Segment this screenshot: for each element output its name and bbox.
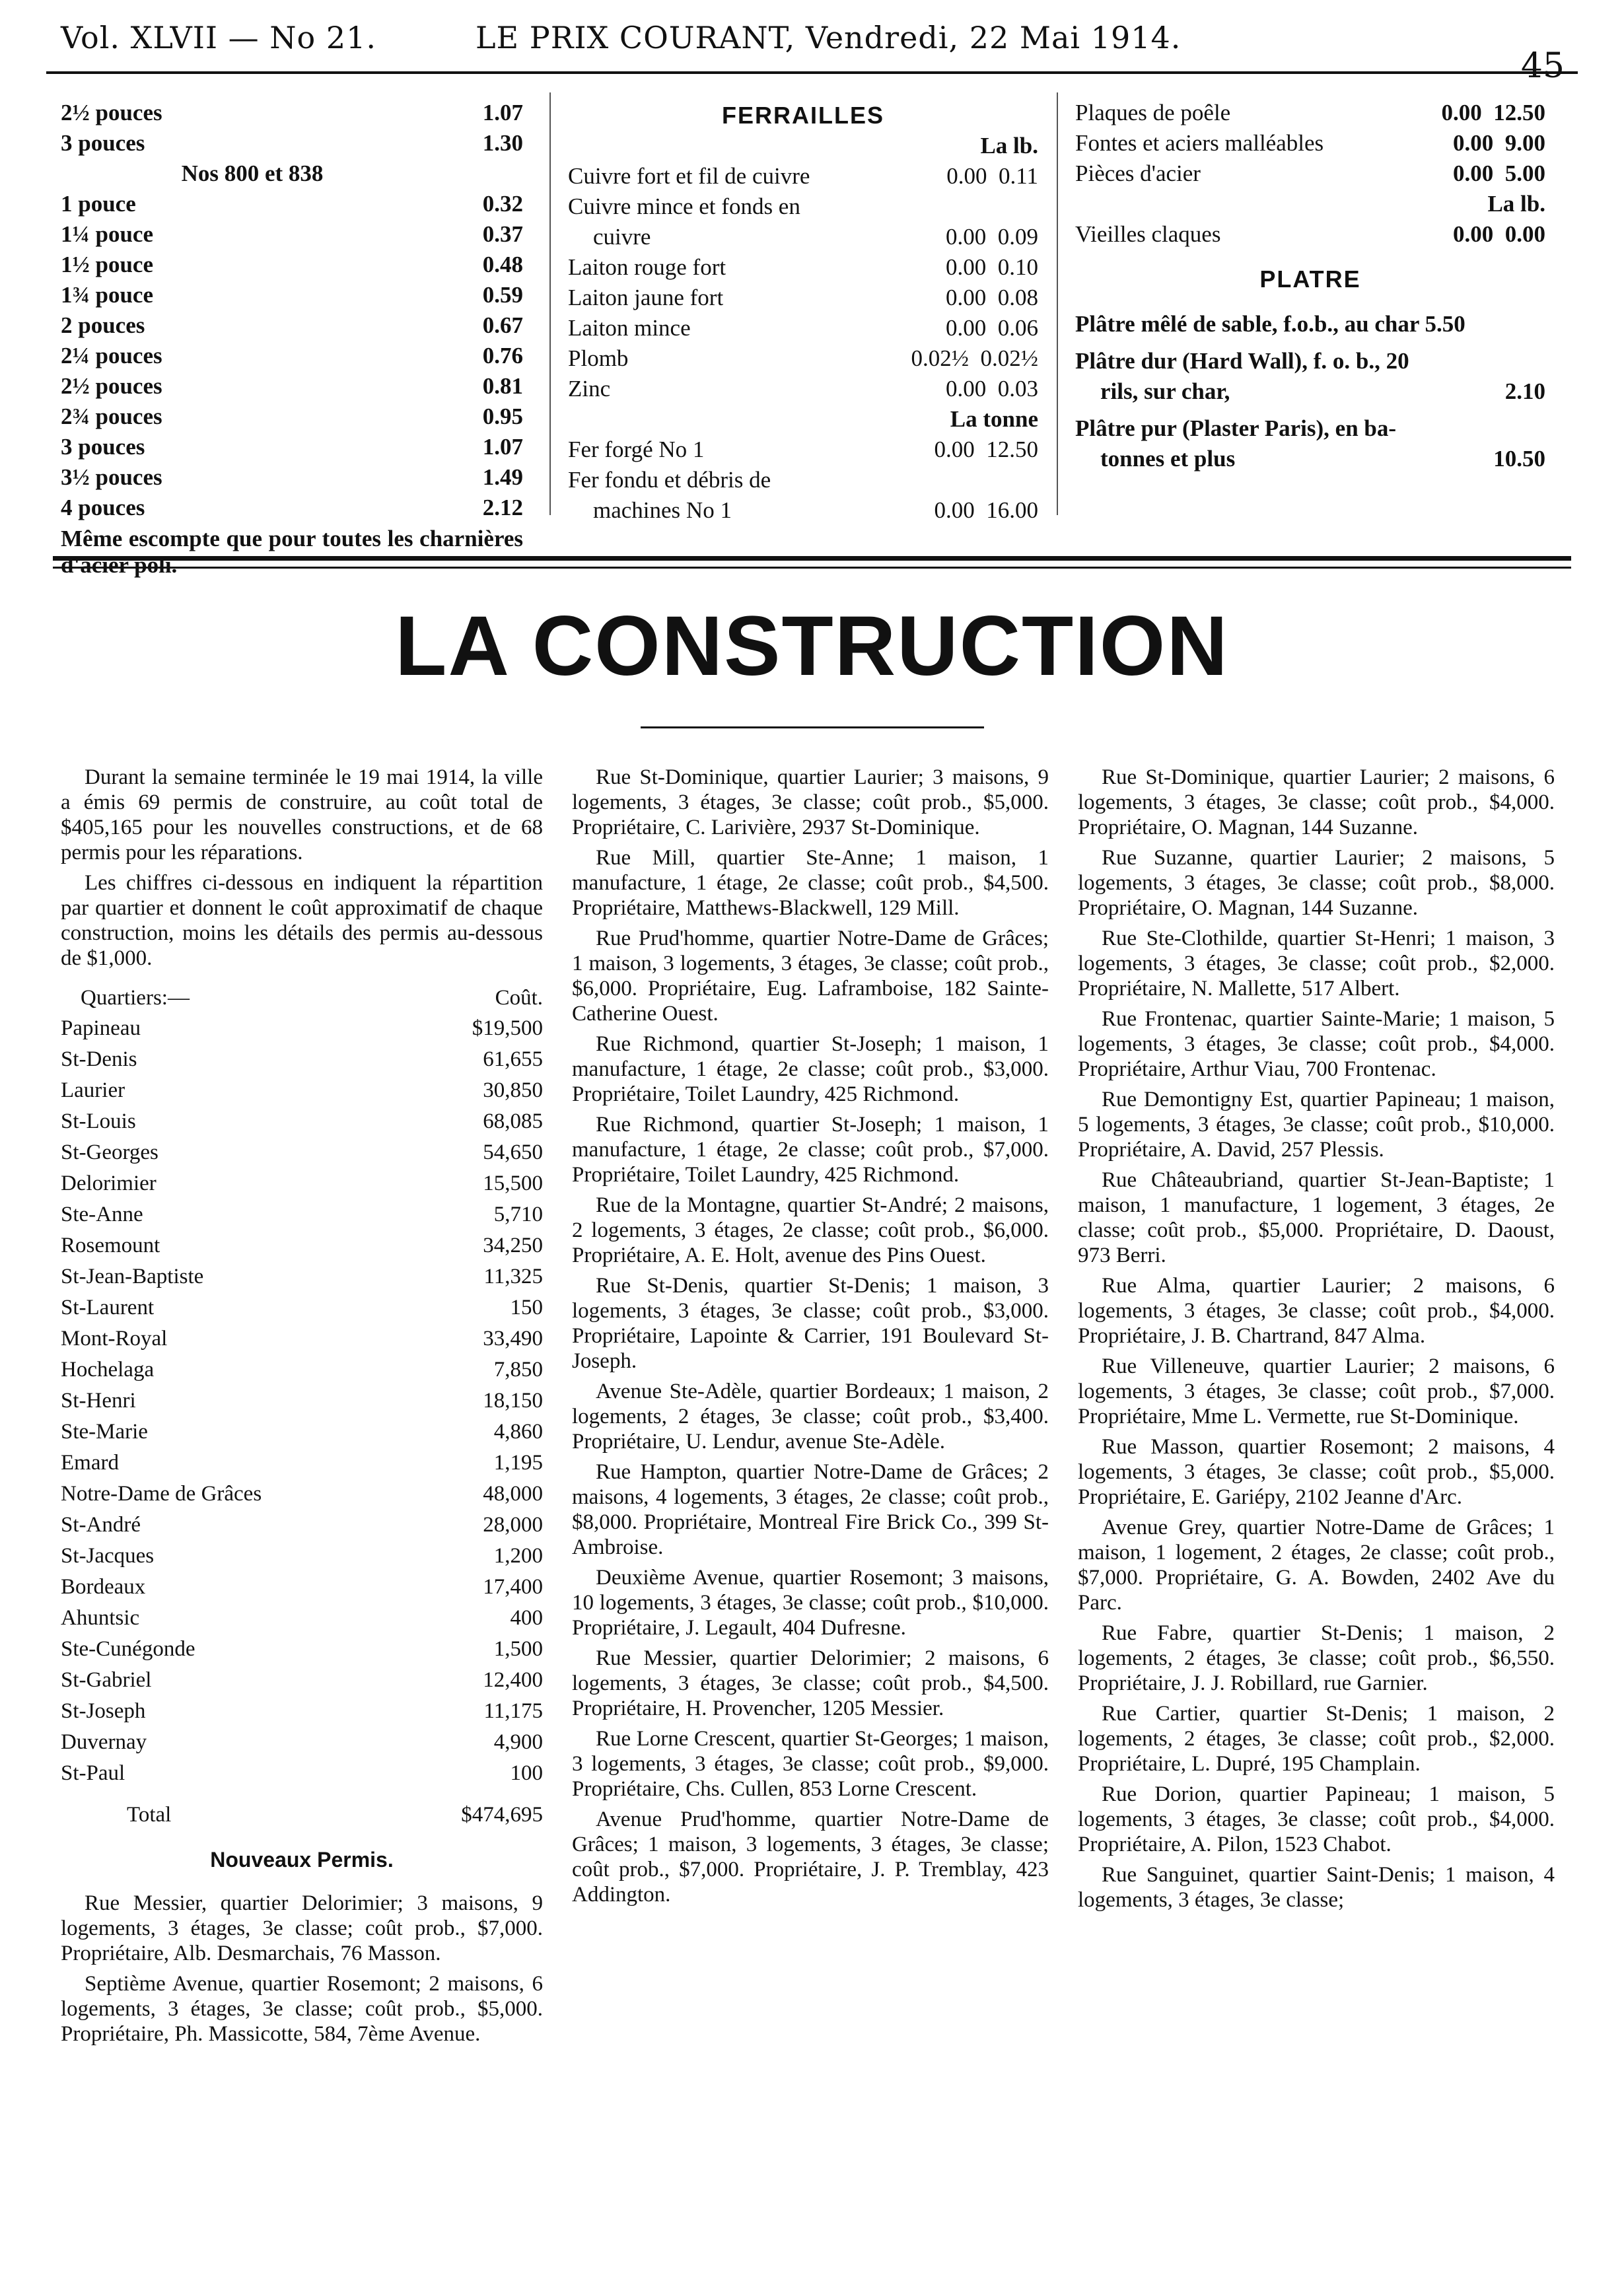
table-row — [61, 1541, 543, 1572]
permit-entry: Rue Suzanne, quartier Laurier; 2 maisons, 5 logements, 3 étages, 3e classe; coût prob., $8,000. Propriétaire, O. Magnan, 144 Suzanne. — [1078, 846, 1555, 920]
spacer — [1075, 295, 1545, 309]
price-label: 2½ pouces — [61, 100, 162, 125]
quartier-name: Hochelaga — [61, 1358, 155, 1382]
quartiers-list — [61, 1013, 543, 1789]
platre-column — [1075, 98, 1545, 474]
permit-entry: Rue Fabre, quartier St-Denis; 1 maison, 2 logements, 2 étages, 3e classe; coût prob., $6,550. Propriétaire, J. J. Robillard, rue Garnier. — [1078, 1621, 1555, 1695]
permit-entry: Rue Cartier, quartier St-Denis; 1 maison, 2 logements, 2 étages, 3e classe; coût prob., $2,000. Propriétaire, L. Dupré, 195 Champlain. — [1078, 1702, 1555, 1776]
ferrailles-column — [568, 98, 1038, 526]
quartier-cost: 1,200 — [493, 1544, 543, 1568]
table-row — [61, 1075, 543, 1106]
quartier-name: St-Gabriel — [61, 1668, 152, 1692]
price-label: 1½ pouce — [61, 252, 153, 277]
spacer — [1075, 250, 1545, 264]
hinges-rows-b — [61, 189, 523, 523]
quartier-name: St-Denis — [61, 1047, 137, 1071]
price-row — [61, 219, 523, 250]
price-max: 0.00 — [1504, 221, 1545, 247]
price-label: Fontes et aciers malléables — [1075, 130, 1324, 156]
table-row — [61, 1727, 543, 1758]
permit-entry: Rue Messier, quartier Delorimier; 3 maisons, 9 logements, 3 étages, 3e classe; coût prob., $7,000. Propriétaire, Alb. Desmarchais, 76 Masson. — [61, 1891, 543, 1965]
permit-entry: Avenue Grey, quartier Notre-Dame de Grâces; 1 maison, 1 logement, 2 étages, 2e classe; coût prob., $7,000. Propriétaire, G. A. Bowden, 2402 Ave du Parc. — [1078, 1516, 1555, 1615]
table-row — [61, 1199, 543, 1230]
permit-entry: Rue Hampton, quartier Notre-Dame de Grâces; 2 maisons, 4 logements, 3 étages, 2e classe; coût prob., $8,000. Propriétaire, Montreal Fire Brick Co., 399 St-Ambroise. — [572, 1460, 1049, 1559]
price-value: 0.81 — [482, 373, 523, 399]
quartier-cost: 18,150 — [483, 1389, 543, 1413]
price-max: 0.08 — [997, 285, 1038, 310]
price-row — [568, 252, 1038, 283]
price-row — [61, 402, 523, 432]
price-label: Vieilles claques — [1075, 221, 1221, 247]
price-max: 0.10 — [997, 254, 1038, 280]
price-value: 1.49 — [482, 464, 523, 490]
price-label: 1¼ pouce — [61, 221, 153, 247]
table-row — [61, 1137, 543, 1168]
cout-label: Coût. — [495, 986, 543, 1010]
quartier-cost: 4,860 — [493, 1420, 543, 1444]
permit-entry: Rue Châteaubriand, quartier St-Jean-Baptiste; 1 maison, 1 manufacture, 1 logement, 3 étages, 2e classe; coût prob., $5,000. Propriétaire, D. Daoust, 973 Berri. — [1078, 1168, 1555, 1267]
price-row — [1075, 98, 1545, 128]
price-row — [61, 493, 523, 523]
table-row — [61, 1013, 543, 1044]
permit-entry: Rue Frontenac, quartier Sainte-Marie; 1 maison, 5 logements, 3 étages, 3e classe; coût prob., $4,000. Propriétaire, Arthur Viau, 700 Frontenac. — [1078, 1007, 1555, 1081]
price-min: 0.02½ — [911, 345, 969, 371]
quartier-name: Ste-Anne — [61, 1203, 143, 1226]
nouveaux-permis-title: Nouveaux Permis. — [210, 1848, 394, 1872]
price-row — [568, 222, 1038, 252]
permit-entry: Rue Demontigny Est, quartier Papineau; 1 maison, 5 logements, 3 étages, 3e classe; coût prob., $10,000. Propriétaire, A. David, 257 Plessis. — [1078, 1088, 1555, 1162]
price-value: 0.76 — [482, 343, 523, 368]
price-value: 0.32 — [482, 191, 523, 217]
quartier-name: Ste-Marie — [61, 1420, 148, 1444]
table-row — [61, 1323, 543, 1354]
price-min: 0.00 — [946, 163, 987, 189]
price-value: 1.07 — [482, 434, 523, 460]
unit-label: La tonne — [950, 406, 1038, 432]
quartier-cost: 5,710 — [493, 1203, 543, 1226]
price-min: 0.00 — [946, 254, 987, 280]
table-row — [61, 1634, 543, 1665]
quartier-cost: 17,400 — [483, 1575, 543, 1599]
permit-entry: Rue Mill, quartier Ste-Anne; 1 maison, 1 manufacture, 1 étage, 2e classe; coût prob., $4,500. Propriétaire, Matthews-Blackwell, 129 Mill. — [572, 846, 1049, 920]
table-row — [61, 1448, 543, 1479]
quartier-name: Delorimier — [61, 1172, 157, 1195]
quartier-cost: 150 — [510, 1296, 543, 1319]
permit-entry: Rue Richmond, quartier St-Joseph; 1 maison, 1 manufacture, 1 étage, 2e classe; coût prob., $7,000. Propriétaire, Toilet Laundry, 425 Richmond. — [572, 1113, 1049, 1187]
price-row — [61, 280, 523, 310]
price-label: Plaques de poêle — [1075, 100, 1231, 125]
price-row — [568, 374, 1038, 404]
price-min: 0.00 — [1441, 100, 1482, 125]
quartier-cost: 30,850 — [483, 1078, 543, 1102]
publication-title: LE PRIX COURANT, Vendredi, 22 Mai 1914. — [476, 20, 1182, 55]
price-min: 0.00 — [946, 315, 987, 341]
price-label: 2¾ pouces — [61, 404, 162, 429]
quartiers-header — [61, 985, 543, 1010]
table-row — [61, 1292, 543, 1323]
quartier-cost: 11,175 — [483, 1699, 543, 1723]
platre-line: Plâtre pur (Plaster Paris), en ba- — [1075, 415, 1397, 441]
price-value: 1.07 — [482, 100, 523, 125]
table-row — [61, 1572, 543, 1603]
price-row — [61, 432, 523, 462]
permit-entry: Septième Avenue, quartier Rosemont; 2 maisons, 6 logements, 3 étages, 3e classe; coût prob., $5,000. Propriétaire, Ph. Massicotte, 584, 7ème Avenue. — [61, 1972, 543, 2046]
price-row — [61, 341, 523, 371]
price-max: 0.11 — [999, 163, 1038, 189]
title-rule — [641, 726, 984, 728]
permit-entry: Rue Villeneuve, quartier Laurier; 2 maisons, 6 logements, 3 étages, 3e classe; coût prob., $7,000. Propriétaire, Mme L. Vermette, rue St-Dominique. — [1078, 1354, 1555, 1428]
price-max: 0.03 — [997, 376, 1038, 402]
column-divider — [1057, 92, 1058, 515]
price-row — [568, 435, 1038, 465]
page-number: 45 — [1520, 46, 1565, 86]
quartier-cost: 4,900 — [493, 1730, 543, 1754]
price-row — [61, 189, 523, 219]
price-row — [1075, 158, 1545, 189]
price-label: 2¼ pouces — [61, 343, 162, 368]
table-row — [61, 1758, 543, 1789]
price-value: 0.37 — [482, 221, 523, 247]
permit-entry: Rue Richmond, quartier St-Joseph; 1 maison, 1 manufacture, 1 étage, 2e classe; coût prob., $3,000. Propriétaire, Toilet Laundry, 425 Richmond. — [572, 1032, 1049, 1106]
price-row — [1075, 376, 1545, 407]
ferrailles-title: FERRAILLES — [721, 102, 884, 129]
price-row — [568, 495, 1038, 526]
price-value: 2.12 — [482, 495, 523, 520]
price-label: Laiton mince — [568, 315, 691, 341]
intro-paragraph: Les chiffres ci-dessous en indiquent la répartition par quartier et donnent le coût approximatif de chaque construction, moins les détails des permis au-dessous de $1,000. — [61, 871, 543, 970]
hinges-price-column — [61, 98, 523, 579]
price-row — [568, 161, 1038, 192]
table-row — [61, 1230, 543, 1261]
quartier-name: Bordeaux — [61, 1575, 146, 1599]
permit-entry: Rue de la Montagne, quartier St-André; 2 maisons, 2 logements, 3 étages, 2e classe; coût prob., $6,000. Propriétaire, A. E. Holt, avenue des Pins Ouest. — [572, 1193, 1049, 1267]
price-max: 0.06 — [997, 315, 1038, 341]
quartier-name: Duvernay — [61, 1730, 147, 1754]
price-value: 1.30 — [482, 130, 523, 156]
table-row — [61, 1417, 543, 1448]
price-row — [568, 343, 1038, 374]
section-rule — [53, 556, 1571, 561]
quartier-name: Papineau — [61, 1016, 141, 1040]
price-max: 12.50 — [986, 437, 1038, 462]
quartier-name: St-Laurent — [61, 1296, 155, 1319]
price-max: 0.09 — [997, 224, 1038, 250]
price-row — [61, 462, 523, 493]
price-min: 0.00 — [1453, 130, 1494, 156]
price-label: Fer forgé No 1 — [568, 437, 705, 462]
quartier-cost: 48,000 — [483, 1482, 543, 1506]
price-label: Plomb — [568, 345, 629, 371]
table-row — [61, 1696, 543, 1727]
table-row — [61, 1386, 543, 1417]
price-value: 0.59 — [482, 282, 523, 308]
permit-entry: Avenue Prud'homme, quartier Notre-Dame de Grâces; 1 maison, 3 logements, 3 étages, 3e classe; coût prob., $7,000. Propriétaire, J. P. Tremblay, 423 Addington. — [572, 1807, 1049, 1907]
price-row — [61, 98, 523, 128]
quartier-cost: 7,850 — [493, 1358, 543, 1382]
price-min: 0.00 — [946, 285, 987, 310]
permit-entry: Rue Sanguinet, quartier Saint-Denis; 1 maison, 4 logements, 3 étages, 3e classe; — [1078, 1863, 1555, 1912]
table-row — [61, 1479, 543, 1510]
article-column-2 — [572, 765, 1049, 1913]
unit-label: La lb. — [1487, 191, 1545, 217]
quartier-name: Emard — [61, 1451, 119, 1475]
platre-line: Plâtre mêlé de sable, f.o.b., au char 5.50 — [1075, 311, 1465, 337]
table-row — [61, 1665, 543, 1696]
platre-line-cont: rils, sur char, — [1100, 378, 1230, 404]
table-row — [61, 1354, 543, 1386]
section-rule — [53, 567, 1571, 569]
intro-paragraph: Durant la semaine terminée le 19 mai 1914, la ville a émis 69 permis de construire, au coût total de $405,165 pour les nouvelles constructions, et de 68 permis pour les réparations. — [61, 765, 543, 864]
price-max: 16.00 — [986, 497, 1038, 523]
price-label: 2½ pouces — [61, 373, 162, 399]
platre-title: PLATRE — [1259, 265, 1361, 293]
price-max: 9.00 — [1504, 130, 1545, 156]
quartier-name: Notre-Dame de Grâces — [61, 1482, 262, 1506]
price-label-cont: machines No 1 — [593, 497, 732, 523]
table-row — [61, 1168, 543, 1199]
table-row — [61, 1603, 543, 1634]
quartier-name: St-André — [61, 1513, 141, 1537]
quartier-name: St-Georges — [61, 1140, 159, 1164]
quartier-name: St-Paul — [61, 1761, 125, 1785]
price-value: 10.50 — [1493, 446, 1545, 472]
platre-line-cont: tonnes et plus — [1100, 446, 1236, 472]
price-row — [61, 250, 523, 280]
price-value: 0.95 — [482, 404, 523, 429]
price-label: 3 pouces — [61, 434, 145, 460]
price-max: 0.02½ — [980, 345, 1038, 371]
article-column-3 — [1078, 765, 1555, 1918]
total-row — [61, 1802, 543, 1827]
permit-entry: Rue Masson, quartier Rosemont; 2 maisons, 4 logements, 3 étages, 3e classe; coût prob., $5,000. Propriétaire, E. Gariépy, 2102 Jeanne d'Arc. — [1078, 1435, 1555, 1509]
price-min: 0.00 — [946, 224, 987, 250]
permit-entry: Rue Lorne Crescent, quartier St-Georges; 1 maison, 3 logements, 3 étages, 3e classe; coût prob., $9,000. Propriétaire, Chs. Cullen, 853 Lorne Crescent. — [572, 1727, 1049, 1801]
column-divider — [549, 92, 551, 515]
table-row — [61, 1261, 543, 1292]
quartier-cost: 33,490 — [483, 1327, 543, 1351]
quartier-cost: 1,500 — [493, 1637, 543, 1661]
price-value: 0.67 — [482, 312, 523, 338]
main-title: LA CONSTRUCTION — [395, 599, 1229, 693]
permit-entry: Rue St-Denis, quartier St-Denis; 1 maison, 3 logements, 3 étages, 3e classe; coût prob., $3,000. Propriétaire, Lapointe & Carrier, 191 Boulevard St-Joseph. — [572, 1274, 1049, 1373]
quartier-cost: $19,500 — [472, 1016, 543, 1040]
total-label: Total — [127, 1803, 172, 1827]
price-label: 1¾ pouce — [61, 282, 153, 308]
quartier-name: St-Jean-Baptiste — [61, 1265, 204, 1288]
price-row — [568, 283, 1038, 313]
quartier-cost: 1,195 — [493, 1451, 543, 1475]
permit-entry: Rue Messier, quartier Delorimier; 2 maisons, 6 logements, 3 étages, 3e classe; coût prob., $4,500. Propriétaire, H. Provencher, 1205 Messier. — [572, 1646, 1049, 1720]
hinges-subtitle: Nos 800 et 838 — [181, 160, 324, 186]
price-label: Zinc — [568, 376, 611, 402]
spacer — [1075, 407, 1545, 413]
table-row — [61, 1044, 543, 1075]
permit-entry: Deuxième Avenue, quartier Rosemont; 3 maisons, 10 logements, 3 étages, 3e classe; coût prob., $10,000. Propriétaire, J. Legault, 404 Dufresne. — [572, 1566, 1049, 1640]
permit-entry: Rue Ste-Clothilde, quartier St-Henri; 1 maison, 3 logements, 3 étages, 3e classe; coût prob., $2,000. Propriétaire, N. Mallette, 517 Albert. — [1078, 927, 1555, 1000]
total-value: $474,695 — [461, 1803, 543, 1827]
price-label: 4 pouces — [61, 495, 145, 520]
quartiers-label: Quartiers:— — [81, 986, 190, 1010]
price-value: 0.48 — [482, 252, 523, 277]
price-label-cont: cuivre — [593, 224, 651, 250]
permit-entry: Rue St-Dominique, quartier Laurier; 3 maisons, 9 logements, 3 étages, 3e classe; coût prob., $5,000. Propriétaire, C. Larivière, 2937 St-Dominique. — [572, 765, 1049, 839]
price-value: 2.10 — [1504, 378, 1545, 404]
price-label: 2 pouces — [61, 312, 145, 338]
quartier-name: St-Joseph — [61, 1699, 146, 1723]
quartier-name: St-Louis — [61, 1109, 136, 1133]
quartier-cost: 100 — [510, 1761, 543, 1785]
price-min: 0.00 — [1453, 160, 1494, 186]
volume-label: Vol. XLVII — No 21. — [61, 20, 377, 55]
price-row — [61, 128, 523, 158]
price-label: Laiton jaune fort — [568, 285, 724, 310]
quartier-name: Ahuntsic — [61, 1606, 140, 1630]
unit-label: La lb. — [980, 133, 1038, 158]
quartier-cost: 12,400 — [483, 1668, 543, 1692]
table-row — [61, 1510, 543, 1541]
permit-entry: Rue Prud'homme, quartier Notre-Dame de Grâces; 1 maison, 3 logements, 3 étages, 3e classe; coût prob., $6,000. Propriétaire, Eug. Laframboise, 182 Sainte-Catherine Ouest. — [572, 927, 1049, 1026]
quartier-cost: 15,500 — [483, 1172, 543, 1195]
quartier-cost: 11,325 — [483, 1265, 543, 1288]
permit-entry: Rue Dorion, quartier Papineau; 1 maison, 5 logements, 3 étages, 3e classe; coût prob., $4,000. Propriétaire, A. Pilon, 1523 Chabot. — [1078, 1782, 1555, 1856]
quartier-cost: 68,085 — [483, 1109, 543, 1133]
article-column-1 — [61, 765, 543, 2052]
price-row — [61, 310, 523, 341]
price-label: Cuivre mince et fonds en — [568, 193, 800, 219]
price-label: Laiton rouge fort — [568, 254, 726, 280]
quartier-name: Mont-Royal — [61, 1327, 168, 1351]
quartier-cost: 54,650 — [483, 1140, 543, 1164]
quartier-name: Ste-Cunégonde — [61, 1637, 195, 1661]
price-min: 0.00 — [946, 376, 987, 402]
price-min: 0.00 — [1453, 221, 1494, 247]
platre-line: Plâtre dur (Hard Wall), f. o. b., 20 — [1075, 348, 1409, 374]
quartier-name: Laurier — [61, 1078, 125, 1102]
quartier-name: St-Henri — [61, 1389, 136, 1413]
quartier-name: Rosemount — [61, 1234, 160, 1257]
price-min: 0.00 — [934, 437, 975, 462]
quartier-cost: 34,250 — [483, 1234, 543, 1257]
price-label: 3½ pouces — [61, 464, 162, 490]
quartier-cost: 61,655 — [483, 1047, 543, 1071]
permit-entry: Avenue Ste-Adèle, quartier Bordeaux; 1 maison, 2 logements, 2 étages, 3e classe; coût prob., $3,400. Propriétaire, U. Lendur, avenue Ste-Adèle. — [572, 1380, 1049, 1454]
quartier-name: St-Jacques — [61, 1544, 155, 1568]
spacer — [1075, 339, 1545, 346]
price-row — [568, 313, 1038, 343]
hinges-note: Même escompte que pour toutes les charnières d'acier poli. — [61, 526, 523, 578]
price-label: Pièces d'acier — [1075, 160, 1201, 186]
price-label: 1 pouce — [61, 191, 136, 217]
quartier-cost: 400 — [510, 1606, 543, 1630]
price-label: 3 pouces — [61, 130, 145, 156]
header-rule — [46, 71, 1578, 74]
hinges-rows-a — [61, 98, 523, 158]
price-label: Fer fondu et débris de — [568, 467, 771, 493]
price-row — [61, 371, 523, 402]
price-row — [1075, 128, 1545, 158]
quartier-cost: 28,000 — [483, 1513, 543, 1537]
price-min: 0.00 — [934, 497, 975, 523]
permit-entry: Rue Alma, quartier Laurier; 2 maisons, 6 logements, 3 étages, 3e classe; coût prob., $4,000. Propriétaire, J. B. Chartrand, 847 Alma. — [1078, 1274, 1555, 1348]
price-label: Cuivre fort et fil de cuivre — [568, 163, 810, 189]
price-row — [1075, 219, 1545, 250]
price-max: 5.00 — [1504, 160, 1545, 186]
permit-entry: Rue St-Dominique, quartier Laurier; 2 maisons, 6 logements, 3 étages, 3e classe; coût prob., $4,000. Propriétaire, O. Magnan, 144 Suzanne. — [1078, 765, 1555, 839]
price-row — [1075, 444, 1545, 474]
price-max: 12.50 — [1493, 100, 1545, 125]
table-row — [61, 1106, 543, 1137]
